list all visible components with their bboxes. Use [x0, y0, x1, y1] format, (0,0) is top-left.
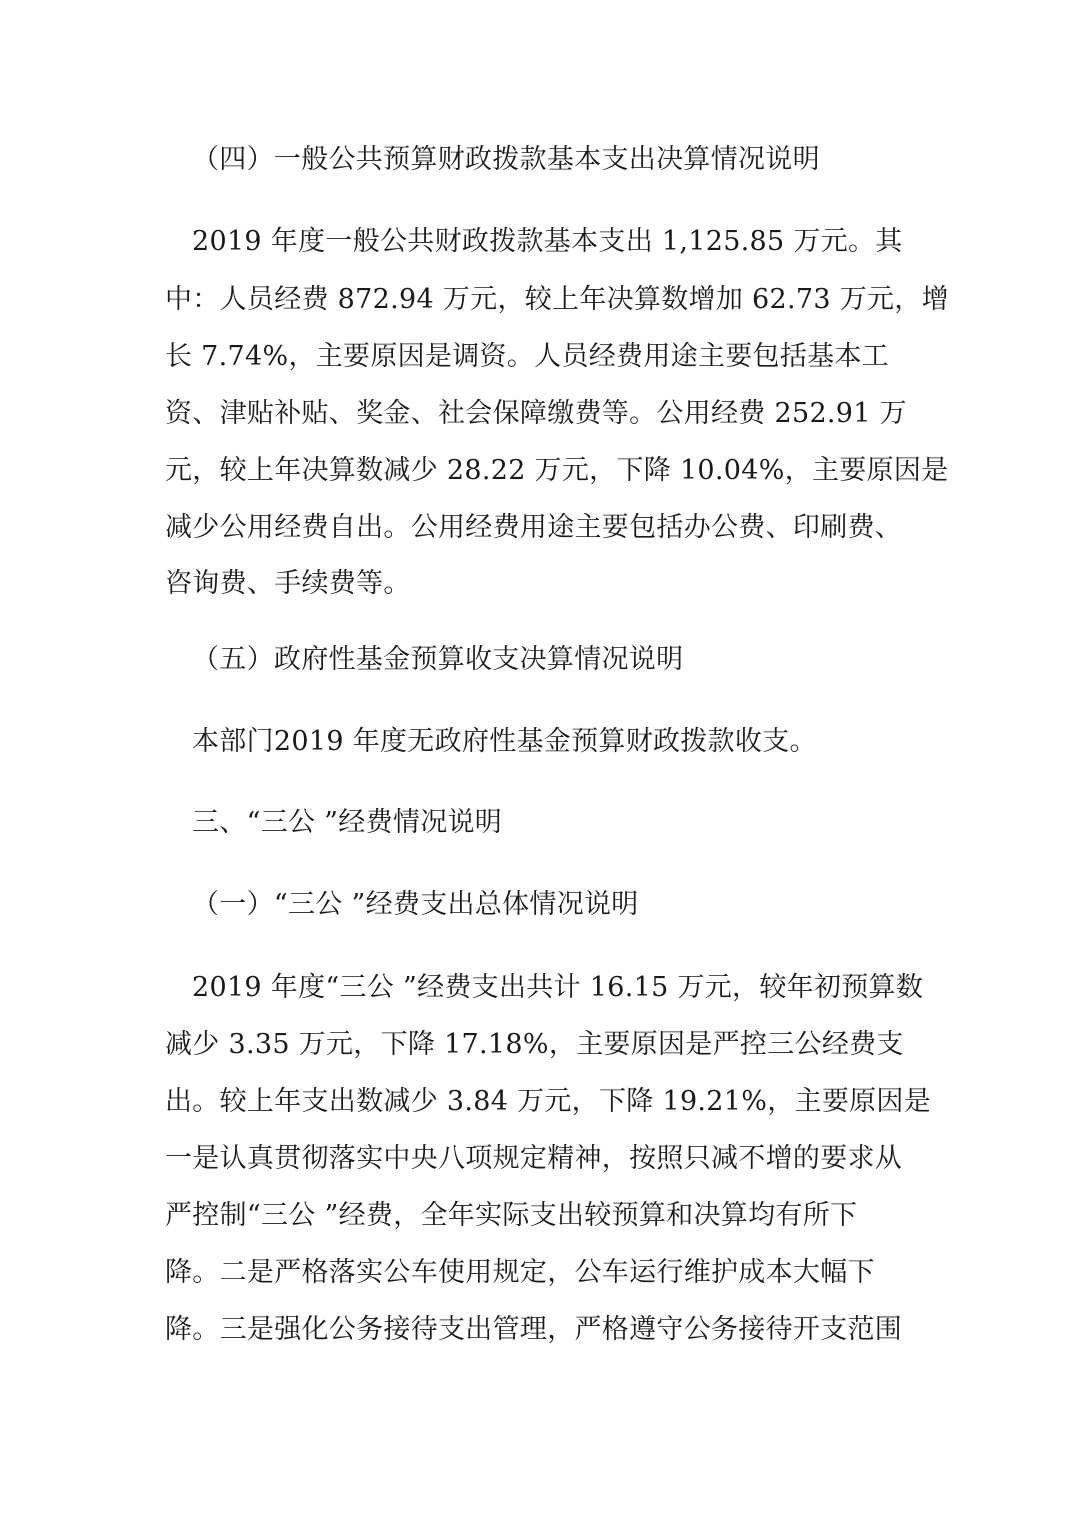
section-4-heading: （四）一般公共预算财政拨款基本支出决算情况说明 — [192, 144, 820, 175]
section-4-paragraph-line: 减少公用经费自出。公用经费用途主要包括办公费、印刷费、 — [165, 512, 903, 543]
part-3-paragraph-line: 2019 年度“三公 ”经费支出共计 16.15 万元，较年初预算数 — [192, 972, 924, 1003]
section-4-paragraph-line: 咨询费、手续费等。 — [165, 568, 411, 599]
section-4-paragraph-line: 中：人员经费 872.94 万元，较上年决算数增加 62.73 万元，增 — [165, 284, 949, 315]
section-4-paragraph-line: 元，较上年决算数减少 28.22 万元，下降 10.04%，主要原因是 — [165, 455, 949, 486]
part-3-paragraph-line: 降。二是严格落实公车使用规定，公车运行维护成本大幅下 — [165, 1257, 875, 1288]
part-3-heading: 三、“三公 ”经费情况说明 — [192, 807, 503, 838]
section-5-heading: （五）政府性基金预算收支决算情况说明 — [192, 644, 684, 675]
section-4-paragraph-line: 长 7.74%，主要原因是调资。人员经费用途主要包括基本工 — [165, 341, 890, 372]
section-4-paragraph-line: 2019 年度一般公共财政拨款基本支出 1,125.85 万元。其 — [192, 226, 903, 257]
part-3-paragraph-line: 一是认真贯彻落实中央八项规定精神，按照只减不增的要求从 — [165, 1143, 903, 1174]
part-3-paragraph-line: 减少 3.35 万元，下降 17.18%，主要原因是严控三公经费支 — [165, 1029, 904, 1060]
part-3-paragraph-line: 出。较上年支出数减少 3.84 万元，下降 19.21%，主要原因是 — [165, 1086, 932, 1117]
section-4-paragraph-line: 资、津贴补贴、奖金、社会保障缴费等。公用经费 252.91 万 — [165, 398, 907, 429]
section-5-paragraph: 本部门2019 年度无政府性基金预算财政拨款收支。 — [192, 726, 817, 757]
part-3-paragraph-line: 严控制“三公 ”经费，全年实际支出较预算和决算均有所下 — [165, 1200, 858, 1231]
part-3-paragraph-line: 降。三是强化公务接待支出管理，严格遵守公务接待开支范围 — [165, 1314, 903, 1345]
part-3-sub-1-heading: （一）“三公 ”经费支出总体情况说明 — [192, 889, 639, 920]
